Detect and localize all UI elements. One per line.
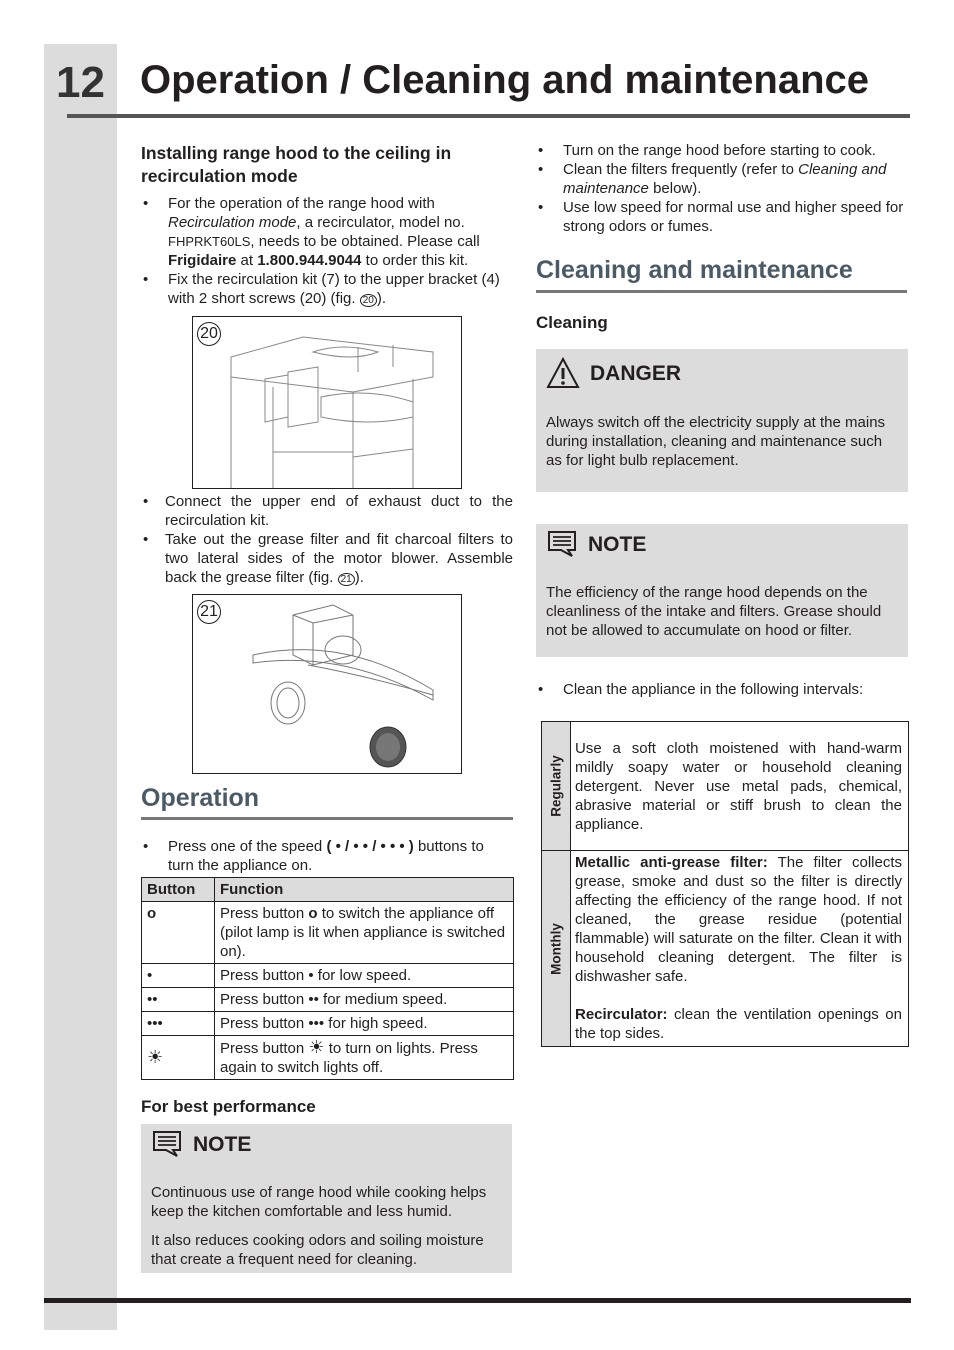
list-item: • Take out the grease filter and fit charcoal filters to two lateral sides of the motor blower. Assemble back the grease filter (fig. 21 ).: [141, 530, 513, 589]
best-performance: [141, 1095, 513, 1118]
install-list-2: [141, 492, 513, 589]
cleaning-heading: Cleaning and maintenance: [536, 256, 853, 284]
figure-20: [192, 316, 462, 489]
interval-intro: [536, 680, 908, 699]
list-item: • Turn on the range hood before starting to cook.: [536, 141, 910, 160]
danger-label: DANGER: [590, 361, 682, 385]
table-row: [142, 964, 514, 988]
note-box-right: [536, 524, 908, 657]
best-performance-heading: For best performance: [141, 1097, 316, 1116]
table-cell: ••: [142, 988, 215, 1012]
interval-label: Regularly: [542, 722, 571, 851]
list-item: • Clean the filters frequently (refer to Cleaning and maintenance below).: [536, 160, 910, 198]
interval-list: [536, 680, 908, 699]
table-cell: Press button ☀ to turn on lights. Press again to switch lights off.: [215, 1036, 514, 1080]
page-title: Operation / Cleaning and maintenance: [140, 58, 870, 102]
operation-heading: Operation: [141, 784, 260, 812]
footer-divider: [44, 1298, 911, 1303]
list-item: • Use low speed for normal use and higher speed for strong odors or fumes.: [536, 198, 910, 236]
operation-list: [141, 837, 513, 875]
table-row: [142, 1012, 514, 1036]
note-text: It also reduces cooking odors and soiling moisture that create a frequent need for cleaning.: [151, 1232, 484, 1268]
interval-text: Use a soft cloth moistened with hand-warm mildly soapy water or household cleaning detergent. Never use metal pads, chemical, abrasive material or stiff brush to clean the appliance.: [571, 722, 909, 851]
danger-text: Always switch off the electricity supply at the mains during installation, cleaning and maintenance such as for light bulb replacement.: [546, 414, 886, 469]
table-cell: Press button ••• for high speed.: [215, 1012, 514, 1036]
table-cell: Press button •• for medium speed.: [215, 988, 514, 1012]
table-row: [142, 1036, 514, 1080]
cleaning-section: [536, 255, 907, 334]
install-section: [141, 142, 513, 310]
table-cell: Press button • for low speed.: [215, 964, 514, 988]
title-divider: [67, 114, 910, 118]
table-cell: Press button o to switch the appliance off (pilot lamp is lit when appliance is switched on).: [215, 902, 514, 964]
note-icon: [546, 530, 578, 558]
table-cell: o: [142, 902, 215, 964]
install-section-2: [141, 492, 513, 589]
section-divider: [536, 290, 907, 293]
figure-21: [192, 594, 462, 774]
list-item: • Clean the appliance in the following intervals:: [536, 680, 908, 699]
figure-number: 21: [197, 600, 221, 624]
cleaning-subheading: Cleaning: [536, 313, 608, 332]
tips-section: [536, 141, 910, 236]
tips-list: [536, 141, 910, 236]
list-item: • Press one of the speed ( • / • • / • • • ) buttons to turn the appliance on.: [141, 837, 513, 875]
table-row: [142, 988, 514, 1012]
operation-section: [141, 783, 513, 875]
interval-label: Monthly: [542, 851, 571, 1047]
section-divider: [141, 817, 513, 820]
sun-icon: ☀: [308, 1037, 325, 1057]
table-header-function: Function: [215, 878, 514, 902]
page-number: 12: [56, 58, 105, 107]
danger-box: [536, 349, 908, 492]
table-cell: •: [142, 964, 215, 988]
table-row: [542, 851, 909, 1047]
list-item: • Fix the recirculation kit (7) to the upper bracket (4) with 2 short screws (20) (fig. 20 ).: [141, 270, 513, 310]
button-function-table: [141, 877, 514, 1080]
table-row: [142, 902, 514, 964]
note-icon: [151, 1130, 183, 1158]
page-sidebar: [44, 44, 117, 1330]
table-row: [542, 722, 909, 851]
note-box-left: [141, 1124, 512, 1273]
list-item: • For the operation of the range hood with Recirculation mode, a recirculator, model no. FHPRKT60LS, needs to be obtained. Please call Frigidaire at 1.800.944.9044 to order this kit.: [141, 194, 513, 270]
recirculation-kit-illustration: [193, 317, 461, 488]
charcoal-filter-illustration: [193, 595, 461, 773]
warning-triangle-icon: [546, 357, 580, 389]
table-header-button: Button: [142, 878, 215, 902]
table-cell: •••: [142, 1012, 215, 1036]
note-label: NOTE: [588, 532, 647, 556]
install-list: [141, 194, 513, 310]
note-text: The efficiency of the range hood depends on the cleanliness of the intake and filters. Grease should not be allowed to accumulate on hood or filter.: [546, 584, 882, 639]
install-heading: Installing range hood to the ceiling in recirculation mode: [141, 143, 452, 186]
note-text: Continuous use of range hood while cooking helps keep the kitchen comfortable and less humid.: [151, 1184, 487, 1220]
list-item: • Connect the upper end of exhaust duct to the recirculation kit.: [141, 492, 513, 530]
figure-number: 20: [197, 322, 221, 346]
note-label: NOTE: [193, 1132, 252, 1156]
interval-text: Metallic anti-grease filter: The filter collects grease, smoke and dust so the filter is directly affecting the efficiency of the range hood. If not cleaned, the grease residue (potential flammable) will saturate on the filter. Clean it with household cleaning detergent. The filter is dishwasher safe. Recirculator: clean the ventilation openings on the top sides.: [571, 851, 909, 1047]
sun-icon: ☀: [147, 1046, 164, 1067]
cleaning-intervals-table: [541, 721, 909, 1047]
table-cell: [142, 1036, 215, 1080]
